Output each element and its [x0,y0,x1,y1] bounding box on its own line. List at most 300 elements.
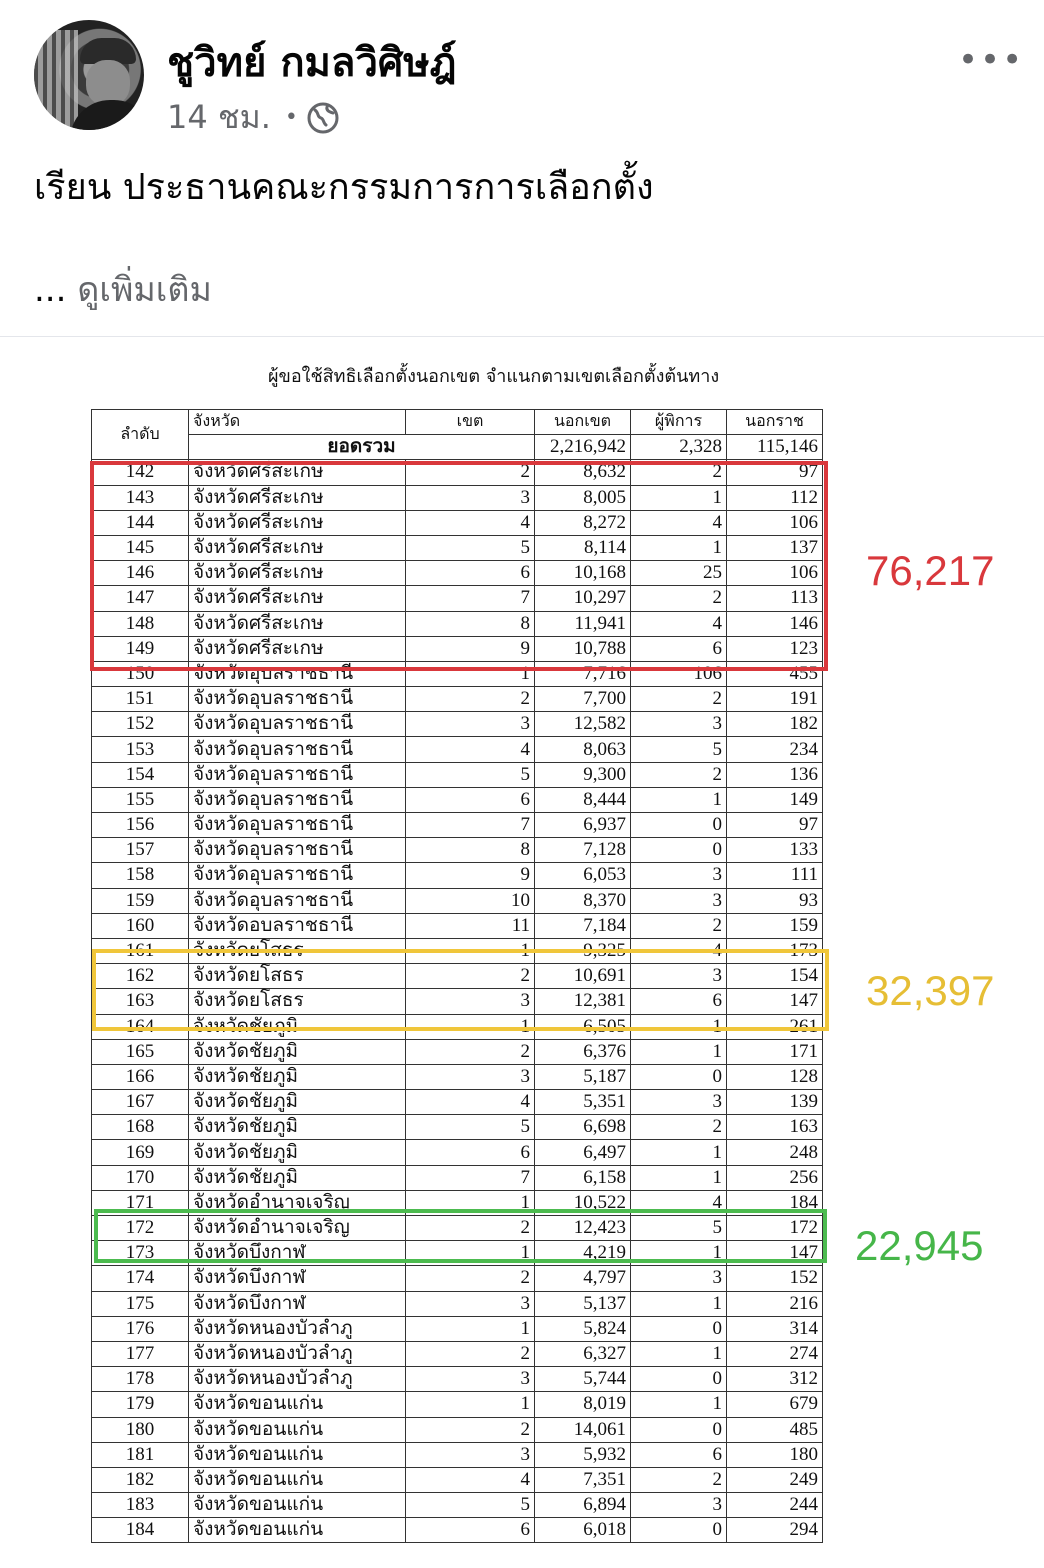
table-row [92,712,823,737]
highlight-sum-green: 22,945 [855,1222,984,1269]
row-out-of-district: 8,444 [535,787,631,812]
row-number: 158 [92,863,189,888]
row-out-of-district: 5,932 [535,1442,631,1467]
row-number: 167 [92,1090,189,1115]
row-disabled: 3 [631,712,727,737]
post-image[interactable] [0,337,1044,1568]
row-abroad: 314 [727,1316,823,1341]
row-district: 6 [406,787,535,812]
row-number: 171 [92,1190,189,1215]
table-row [92,1291,823,1316]
row-abroad: 679 [727,1392,823,1417]
row-district: 2 [406,687,535,712]
row-district: 1 [406,938,535,963]
row-out-of-district: 4,797 [535,1266,631,1291]
row-disabled: 3 [631,964,727,989]
row-province: จังหวัดชัยภูมิ [189,1039,406,1064]
row-out-of-district: 10,168 [535,561,631,586]
row-disabled: 2 [631,586,727,611]
row-province: จังหวัดศรีสะเกษ [189,586,406,611]
avatar[interactable] [34,20,144,130]
row-disabled: 1 [631,535,727,560]
post-text: เรียน ประธานคณะกรรมการการเลือกตั้ง [34,167,654,208]
table-row [92,762,823,787]
header-out-of-district: นอกเขต [535,410,631,435]
row-number: 149 [92,636,189,661]
row-province: จังหวัดอุบลราชธานี [189,737,406,762]
table-row [92,913,823,938]
row-district: 2 [406,1216,535,1241]
table-row [92,787,823,812]
row-abroad: 249 [727,1467,823,1492]
row-out-of-district: 5,824 [535,1316,631,1341]
row-province: จังหวัดศรีสะเกษ [189,561,406,586]
table-row [92,1467,823,1492]
row-number: 176 [92,1316,189,1341]
row-out-of-district: 8,272 [535,510,631,535]
row-abroad: 139 [727,1090,823,1115]
row-district: 1 [406,661,535,686]
row-province: จังหวัดหนองบัวลำภู [189,1367,406,1392]
row-disabled: 0 [631,1064,727,1089]
ellipsis: ... [34,270,67,310]
row-number: 161 [92,938,189,963]
highlight-sum-red: 76,217 [866,547,995,594]
row-district: 4 [406,737,535,762]
row-abroad: 152 [727,1266,823,1291]
row-abroad: 111 [727,863,823,888]
row-abroad: 136 [727,762,823,787]
row-out-of-district: 12,582 [535,712,631,737]
row-disabled: 2 [631,913,727,938]
table-row [92,888,823,913]
row-disabled: 4 [631,1190,727,1215]
row-abroad: 455 [727,661,823,686]
row-abroad: 97 [727,813,823,838]
row-disabled: 0 [631,838,727,863]
table-row [92,1316,823,1341]
more-options-icon[interactable]: ••• [958,40,1025,80]
row-province: จังหวัดหนองบัวลำภู [189,1341,406,1366]
row-province: จังหวัดบึงกาฬ [189,1241,406,1266]
row-province: จังหวัดศรีสะเกษ [189,636,406,661]
row-district: 3 [406,712,535,737]
row-out-of-district: 6,698 [535,1115,631,1140]
row-abroad: 312 [727,1367,823,1392]
row-abroad: 261 [727,1014,823,1039]
row-out-of-district: 6,894 [535,1493,631,1518]
row-district: 5 [406,762,535,787]
table-row [92,813,823,838]
row-province: จังหวัดศรีสะเกษ [189,510,406,535]
row-out-of-district: 6,053 [535,863,631,888]
header-no: ลำดับ [92,410,189,460]
row-district: 3 [406,1291,535,1316]
row-abroad: 137 [727,535,823,560]
table-total-row [92,435,823,460]
row-district: 8 [406,611,535,636]
total-abroad: 115,146 [727,435,823,460]
row-disabled: 3 [631,888,727,913]
row-number: 174 [92,1266,189,1291]
row-number: 184 [92,1518,189,1543]
row-number: 166 [92,1064,189,1089]
row-province: จังหวัดชัยภูมิ [189,1115,406,1140]
row-district: 4 [406,510,535,535]
row-out-of-district: 10,522 [535,1190,631,1215]
row-disabled: 2 [631,1115,727,1140]
row-district: 5 [406,1493,535,1518]
table-row [92,1165,823,1190]
row-district: 2 [406,1341,535,1366]
row-province: จังหวัดชัยภูมิ [189,1090,406,1115]
row-disabled: 1 [631,1140,727,1165]
row-out-of-district: 5,137 [535,1291,631,1316]
row-disabled: 3 [631,1266,727,1291]
row-disabled: 5 [631,1216,727,1241]
row-number: 150 [92,661,189,686]
row-district: 1 [406,1190,535,1215]
row-number: 143 [92,485,189,510]
table-row [92,1392,823,1417]
row-district: 3 [406,1064,535,1089]
row-number: 168 [92,1115,189,1140]
row-out-of-district: 9,325 [535,938,631,963]
row-disabled: 1 [631,1241,727,1266]
total-out-of-district: 2,216,942 [535,435,631,460]
row-district: 5 [406,535,535,560]
row-out-of-district: 10,788 [535,636,631,661]
row-abroad: 294 [727,1518,823,1543]
row-abroad: 147 [727,1241,823,1266]
meta-separator: • [284,105,298,130]
row-out-of-district: 10,297 [535,586,631,611]
row-out-of-district: 7,184 [535,913,631,938]
row-abroad: 274 [727,1341,823,1366]
row-abroad: 112 [727,485,823,510]
row-abroad: 248 [727,1140,823,1165]
row-number: 157 [92,838,189,863]
row-number: 145 [92,535,189,560]
table-row [92,737,823,762]
highlight-sum-yellow: 32,397 [866,967,995,1014]
row-district: 1 [406,1392,535,1417]
row-province: จังหวัดหนองบัวลำภู [189,1316,406,1341]
row-out-of-district: 14,061 [535,1417,631,1442]
row-number: 152 [92,712,189,737]
row-abroad: 154 [727,964,823,989]
row-out-of-district: 7,700 [535,687,631,712]
row-district: 3 [406,1442,535,1467]
table-row [92,1341,823,1366]
total-disabled: 2,328 [631,435,727,460]
row-disabled: 2 [631,1467,727,1492]
row-disabled: 1 [631,1165,727,1190]
total-label: ยอดรวม [189,435,535,460]
row-disabled: 1 [631,1341,727,1366]
row-number: 178 [92,1367,189,1392]
table-header-row [92,410,823,435]
row-province: จังหวัดอุบลราชธานี [189,762,406,787]
table-row [92,1140,823,1165]
row-district: 4 [406,1467,535,1492]
row-number: 151 [92,687,189,712]
row-district: 1 [406,1241,535,1266]
row-out-of-district: 5,187 [535,1064,631,1089]
row-disabled: 4 [631,938,727,963]
row-number: 147 [92,586,189,611]
table-row [92,687,823,712]
row-district: 9 [406,636,535,661]
row-abroad: 172 [727,1216,823,1241]
row-disabled: 6 [631,989,727,1014]
row-district: 2 [406,1039,535,1064]
row-disabled: 4 [631,510,727,535]
header-disabled: ผู้พิการ [631,410,727,435]
table-row [92,1417,823,1442]
table-row [92,1039,823,1064]
row-district: 2 [406,1417,535,1442]
row-out-of-district: 12,381 [535,989,631,1014]
row-province: จังหวัดขอนแก่น [189,1467,406,1492]
row-out-of-district: 10,691 [535,964,631,989]
row-number: 165 [92,1039,189,1064]
row-abroad: 147 [727,989,823,1014]
row-number: 177 [92,1341,189,1366]
row-province: จังหวัดอุบลราชธานี [189,863,406,888]
table-row [92,1090,823,1115]
row-abroad: 146 [727,611,823,636]
row-disabled: 106 [631,661,727,686]
row-province: จังหวัดอุบลราชธานี [189,838,406,863]
row-disabled: 0 [631,1417,727,1442]
row-province: จังหวัดศรีสะเกษ [189,485,406,510]
row-province: จังหวัดอุบลราชธานี [189,888,406,913]
table-row [92,1518,823,1543]
row-out-of-district: 6,376 [535,1039,631,1064]
row-abroad: 106 [727,510,823,535]
row-disabled: 6 [631,1442,727,1467]
row-disabled: 1 [631,485,727,510]
row-district: 10 [406,888,535,913]
row-province: จังหวัดชัยภูมิ [189,1140,406,1165]
row-district: 4 [406,1090,535,1115]
row-abroad: 171 [727,1039,823,1064]
row-abroad: 244 [727,1493,823,1518]
avatar-body [70,100,144,130]
row-province: จังหวัดศรีสะเกษ [189,611,406,636]
row-number: 148 [92,611,189,636]
table-row [92,1064,823,1089]
row-province: จังหวัดอบลราชธานี [189,913,406,938]
row-district: 9 [406,863,535,888]
row-out-of-district: 5,351 [535,1090,631,1115]
row-abroad: 97 [727,460,823,485]
row-disabled: 0 [631,1367,727,1392]
row-number: 182 [92,1467,189,1492]
globe-icon[interactable] [306,101,340,135]
row-district: 11 [406,913,535,938]
row-out-of-district: 6,505 [535,1014,631,1039]
row-district: 2 [406,460,535,485]
see-more-link[interactable]: ดูเพิ่มเติม [77,270,212,310]
highlight-box-red [90,461,828,671]
table-row [92,838,823,863]
row-number: 156 [92,813,189,838]
row-province: จังหวัดอำนาจเจริญ [189,1216,406,1241]
row-abroad: 191 [727,687,823,712]
highlight-box-green [94,1209,827,1263]
header-abroad: นอกราช [727,410,823,435]
row-disabled: 1 [631,1039,727,1064]
table-row [92,1266,823,1291]
row-out-of-district: 8,005 [535,485,631,510]
highlight-box-yellow [92,949,829,1031]
table-row [92,1367,823,1392]
row-district: 1 [406,1316,535,1341]
row-number: 183 [92,1493,189,1518]
row-province: จังหวัดอำนาจเจริญ [189,1190,406,1215]
post-time[interactable]: 14 ชม. [167,98,271,136]
row-out-of-district: 8,114 [535,535,631,560]
row-abroad: 123 [727,636,823,661]
header-district: เขต [406,410,535,435]
author-name[interactable]: ชูวิทย์ กมลวิศิษฎ์ [167,40,457,86]
row-number: 159 [92,888,189,913]
row-abroad: 173 [727,938,823,963]
row-number: 173 [92,1241,189,1266]
row-disabled: 1 [631,1392,727,1417]
row-district: 2 [406,1266,535,1291]
row-number: 172 [92,1216,189,1241]
row-abroad: 159 [727,913,823,938]
row-disabled: 25 [631,561,727,586]
row-out-of-district: 12,423 [535,1216,631,1241]
row-abroad: 128 [727,1064,823,1089]
row-disabled: 1 [631,1291,727,1316]
row-district: 7 [406,813,535,838]
row-disabled: 3 [631,863,727,888]
row-out-of-district: 6,327 [535,1341,631,1366]
row-abroad: 113 [727,586,823,611]
row-out-of-district: 7,128 [535,838,631,863]
row-number: 169 [92,1140,189,1165]
row-abroad: 133 [727,838,823,863]
table-row [92,863,823,888]
row-out-of-district: 8,063 [535,737,631,762]
row-province: จังหวัดชัยภูมิ [189,1064,406,1089]
row-district: 6 [406,1518,535,1543]
row-province: จังหวัดอุบลราชธานี [189,687,406,712]
row-disabled: 3 [631,1090,727,1115]
row-disabled: 2 [631,762,727,787]
row-number: 175 [92,1291,189,1316]
row-number: 162 [92,964,189,989]
row-district: 8 [406,838,535,863]
row-province: จังหวัดขอนแก่น [189,1442,406,1467]
row-number: 153 [92,737,189,762]
row-province: จังหวัดยโสธร [189,989,406,1014]
row-out-of-district: 8,370 [535,888,631,913]
row-out-of-district: 6,937 [535,813,631,838]
row-out-of-district: 6,158 [535,1165,631,1190]
row-out-of-district: 4,219 [535,1241,631,1266]
row-province: จังหวัดศรีสะเกษ [189,535,406,560]
row-province: จังหวัดศรีสะเกษ [189,460,406,485]
row-disabled: 1 [631,787,727,812]
row-district: 7 [406,586,535,611]
row-province: จังหวัดอุบลราชธานี [189,813,406,838]
row-disabled: 0 [631,813,727,838]
row-disabled: 2 [631,460,727,485]
row-out-of-district: 8,019 [535,1392,631,1417]
row-province: จังหวัดบึงกาฬ [189,1266,406,1291]
post-meta [167,92,340,143]
row-disabled: 2 [631,687,727,712]
row-district: 3 [406,485,535,510]
row-province: จังหวัดชัยภูมิ [189,1014,406,1039]
row-abroad: 93 [727,888,823,913]
row-out-of-district: 8,632 [535,460,631,485]
row-number: 164 [92,1014,189,1039]
avatar-background [34,30,78,130]
row-number: 142 [92,460,189,485]
table-row [92,1442,823,1467]
row-number: 160 [92,913,189,938]
row-district: 7 [406,1165,535,1190]
table-row [92,1493,823,1518]
row-province: จังหวัดบึงกาฬ [189,1291,406,1316]
row-abroad: 106 [727,561,823,586]
row-district: 6 [406,561,535,586]
row-number: 144 [92,510,189,535]
row-abroad: 180 [727,1442,823,1467]
row-province: จังหวัดชัยภูมิ [189,1165,406,1190]
row-number: 154 [92,762,189,787]
row-out-of-district: 6,497 [535,1140,631,1165]
row-province: จังหวัดยโสธร [189,938,406,963]
row-number: 170 [92,1165,189,1190]
row-number: 179 [92,1392,189,1417]
row-disabled: 1 [631,1014,727,1039]
row-out-of-district: 7,716 [535,661,631,686]
row-disabled: 4 [631,611,727,636]
row-disabled: 3 [631,1493,727,1518]
row-province: จังหวัดอุบลราชธานี [189,712,406,737]
row-abroad: 216 [727,1291,823,1316]
row-district: 1 [406,1014,535,1039]
row-province: จังหวัดขอนแก่น [189,1417,406,1442]
row-abroad: 149 [727,787,823,812]
row-out-of-district: 5,744 [535,1367,631,1392]
document-title: ผู้ขอใช้สิทธิเลือกตั้งนอกเขต จำแนกตามเขตเลือกตั้งต้นทาง [268,366,720,387]
table-row [92,1115,823,1140]
see-more [34,262,212,316]
header-province: จังหวัด [189,410,406,435]
row-out-of-district: 9,300 [535,762,631,787]
row-abroad: 256 [727,1165,823,1190]
row-disabled: 0 [631,1316,727,1341]
row-province: จังหวัดขอนแก่น [189,1518,406,1543]
row-disabled: 5 [631,737,727,762]
row-number: 181 [92,1442,189,1467]
row-district: 3 [406,1367,535,1392]
row-abroad: 163 [727,1115,823,1140]
row-district: 2 [406,964,535,989]
row-disabled: 6 [631,636,727,661]
row-number: 146 [92,561,189,586]
row-province: จังหวัดอุบลราชธานี [189,787,406,812]
